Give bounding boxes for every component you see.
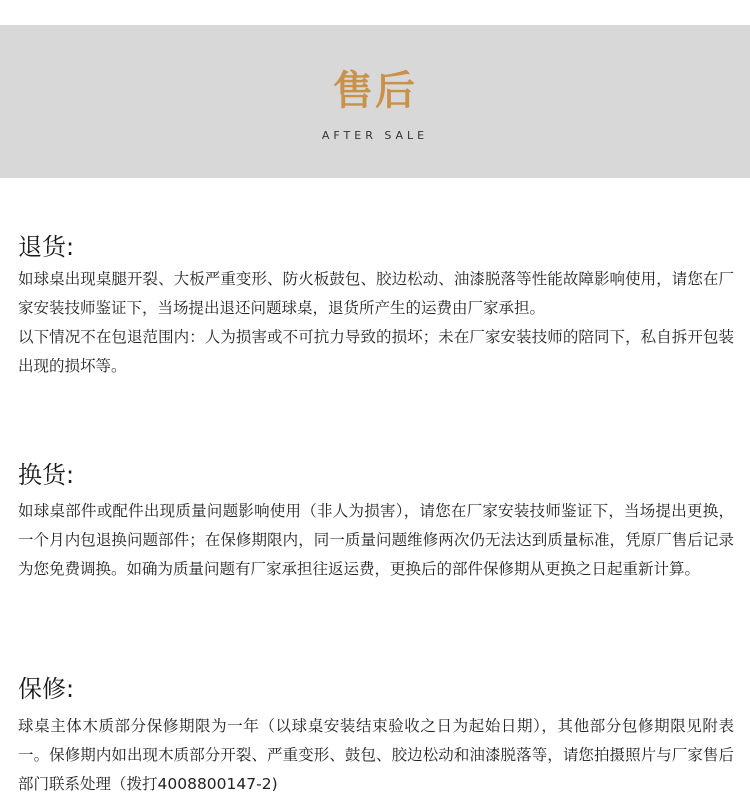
return-body <box>18 265 734 381</box>
exchange-heading: 换货: <box>18 461 75 489</box>
warranty-paragraph-1: 球桌主体木质部分保修期限为一年（以球桌安装结束验收之日为起始日期），其他部分包修期限见附表一。保修期内如出现木质部分开裂、严重变形、鼓包、胶边松动和油漆脱落等，请您拍摄照片与厂家售后部门联系处理（拨打4008800147-2) <box>18 717 734 793</box>
exchange-section <box>18 460 734 584</box>
after-sale-banner <box>0 25 750 178</box>
exchange-body <box>18 497 734 584</box>
exchange-paragraph-1: 如球桌部件或配件出现质量问题影响使用（非人为损害），请您在厂家安装技师鉴证下，当场提出更换，一个月内包退换问题部件；在保修期限内，同一质量问题维修两次仍无法达到质量标准，凭原厂售后记录为您免费调换。如确为质量问题有厂家承担往返运费，更换后的部件保修期从更换之日起重新计算。 <box>18 502 734 578</box>
return-heading: 退货: <box>18 233 75 261</box>
return-paragraph-1: 如球桌出现桌腿开裂、大板严重变形、防火板鼓包、胶边松动、油漆脱落等性能故障影响使用，请您在厂家安装技师鉴证下，当场提出退还问题球桌，退货所产生的运费由厂家承担。 <box>18 270 734 317</box>
return-paragraph-2: 以下情况不在包退范围内：人为损害或不可抗力导致的损坏；未在厂家安装技师的陪同下，私自拆开包装出现的损坏等。 <box>18 328 734 375</box>
return-section <box>18 232 734 381</box>
banner-title: 售后 <box>333 68 417 114</box>
warranty-heading: 保修: <box>18 675 75 703</box>
warranty-body <box>18 712 734 799</box>
warranty-section <box>18 674 734 799</box>
banner-subtitle: AFTER SALE <box>321 129 429 142</box>
